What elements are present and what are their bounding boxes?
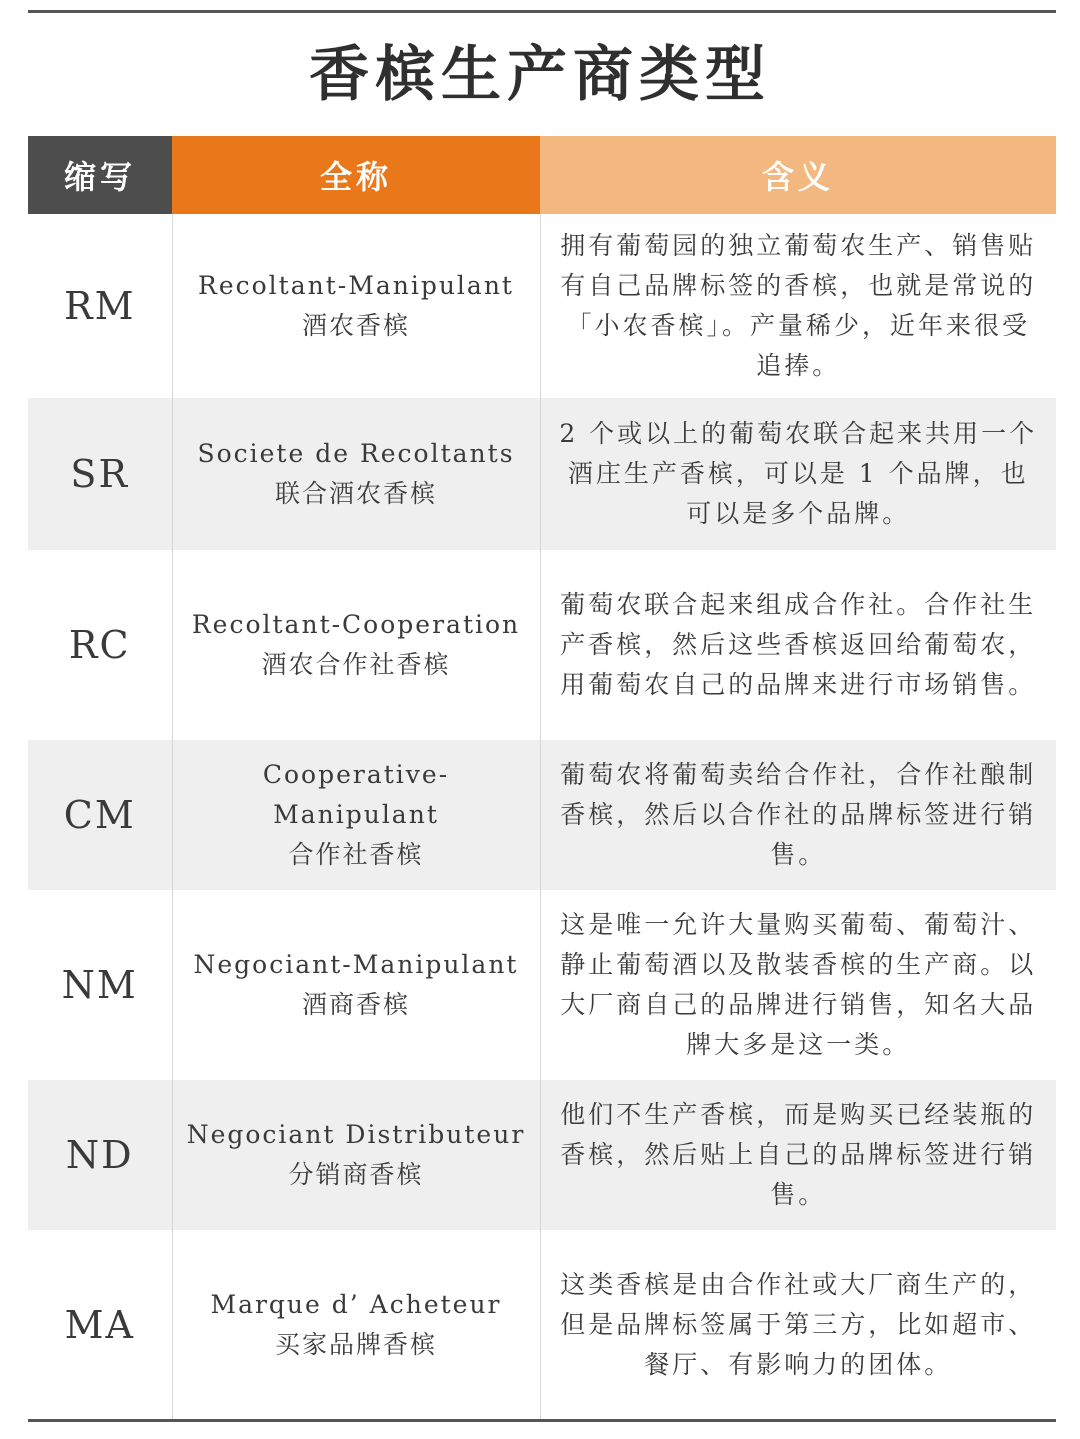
row-full-name-cn: 联合酒农香槟 — [274, 479, 437, 508]
row-full-name-cn: 分销商香槟 — [288, 1160, 424, 1189]
row-full-name — [172, 550, 540, 740]
row-meaning: 这类香槟是由合作社或大厂商生产的，但是品牌标签属于第三方，比如超市、餐厅、有影响力的团体。 — [540, 1230, 1056, 1420]
row-abbr: CM — [28, 740, 172, 890]
table-row — [28, 1080, 1056, 1230]
row-full-name — [172, 890, 540, 1080]
table-row — [28, 1230, 1056, 1420]
row-meaning: 2 个或以上的葡萄农联合起来共用一个酒庄生产香槟，可以是 1 个品牌，也可以是多个品牌。 — [540, 398, 1056, 550]
table-header-row — [28, 136, 1056, 214]
row-full-name-en: Recoltant-Manipulant — [198, 271, 514, 300]
row-abbr: RC — [68, 623, 131, 667]
row-full-name — [172, 398, 540, 550]
row-full-name-cn: 合作社香槟 — [288, 840, 424, 869]
row-full-name-en: Negociant Distributeur — [186, 1120, 526, 1149]
table-row — [28, 214, 1056, 398]
row-full-name-en: Societe de Recoltants — [197, 439, 515, 468]
row-meaning: 拥有葡萄园的独立葡萄农生产、销售贴有自己品牌标签的香槟，也就是常说的「小农香槟」。产量稀少，近年来很受追捧。 — [540, 214, 1056, 398]
row-full-name-en: Negociant-Manipulant — [193, 950, 519, 979]
table-row — [28, 550, 1056, 740]
row-abbr: NM — [61, 963, 138, 1007]
table-row — [28, 740, 1056, 890]
top-rule — [28, 10, 1056, 13]
page-title: 香槟生产商类型 — [309, 40, 771, 110]
row-abbr: MA — [64, 1303, 135, 1347]
row-full-name — [172, 1230, 540, 1420]
row-full-name — [172, 214, 540, 398]
table-row — [28, 890, 1056, 1080]
row-full-name-cn: 酒商香槟 — [301, 990, 410, 1019]
row-abbr: SR — [28, 398, 172, 550]
row-full-name-en: Cooperative-Manipulant — [262, 760, 450, 829]
header-abbr: 缩写 — [28, 136, 172, 214]
row-meaning: 这是唯一允许大量购买葡萄、葡萄汁、静止葡萄酒以及散装香槟的生产商。以大厂商自己的品牌进行销售，知名大品牌大多是这一类。 — [540, 890, 1056, 1080]
row-meaning: 葡萄农将葡萄卖给合作社，合作社酿制香槟，然后以合作社的品牌标签进行销售。 — [540, 740, 1056, 890]
producer-types-table — [28, 136, 1056, 1420]
row-abbr: RM — [63, 284, 136, 328]
row-full-name-cn: 酒农合作社香槟 — [261, 650, 451, 679]
row-full-name — [172, 740, 540, 890]
row-meaning: 葡萄农联合起来组成合作社。合作社生产香槟，然后这些香槟返回给葡萄农，用葡萄农自己的品牌来进行市场销售。 — [540, 550, 1056, 740]
row-full-name — [172, 1080, 540, 1230]
bottom-rule — [28, 1419, 1056, 1422]
row-full-name-en: Recoltant-Cooperation — [191, 610, 521, 639]
row-meaning: 他们不生产香槟，而是购买已经装瓶的香槟，然后贴上自己的品牌标签进行销售。 — [540, 1080, 1056, 1230]
row-full-name-cn: 酒农香槟 — [301, 311, 410, 340]
row-full-name-cn: 买家品牌香槟 — [274, 1330, 437, 1359]
row-full-name-en: Marque d’ Acheteur — [210, 1290, 502, 1319]
header-full-name: 全称 — [172, 136, 540, 214]
row-abbr: ND — [28, 1080, 172, 1230]
table-row — [28, 398, 1056, 550]
header-meaning: 含义 — [540, 136, 1056, 214]
